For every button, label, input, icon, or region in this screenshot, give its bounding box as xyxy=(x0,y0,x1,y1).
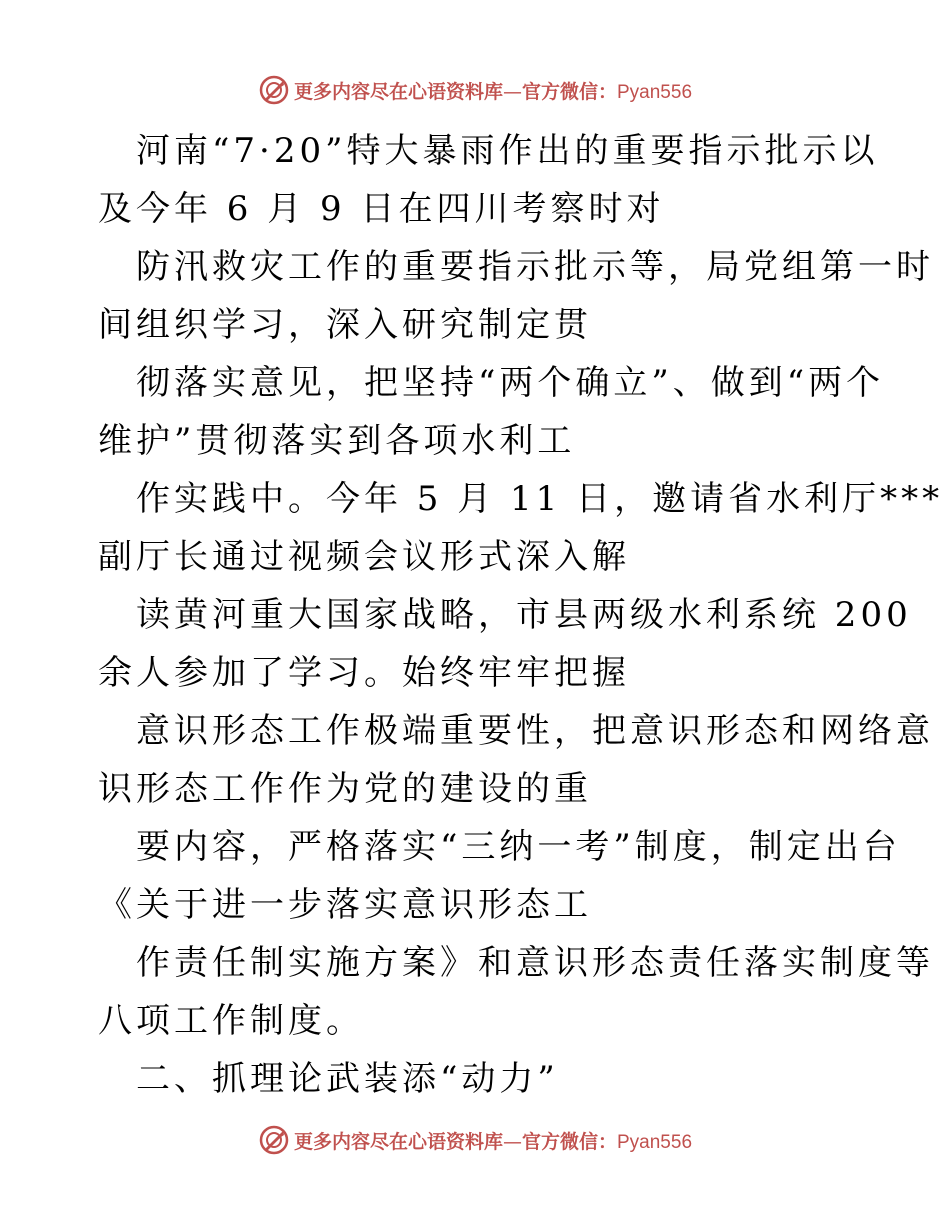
header-watermark xyxy=(0,70,950,110)
body-line: 读黄河重大国家战略，市县两级水利系统 200 xyxy=(136,595,912,635)
logo-icon xyxy=(258,74,290,106)
body-line: 河南“7·20”特大暴雨作出的重要指示批示以 xyxy=(136,131,879,171)
watermark-wechat-id: Pyan556 xyxy=(617,81,693,103)
body-line: 维护”贯彻落实到各项水利工 xyxy=(98,421,576,461)
body-line: 彻落实意见，把坚持“两个确立”、做到“两个 xyxy=(136,363,885,403)
body-line: 《关于进一步落实意识形态工 xyxy=(98,885,592,925)
body-line: 要内容，严格落实“三纳一考”制度，制定出台 xyxy=(136,827,901,867)
body-line: 防汛救灾工作的重要指示批示等，局党组第一时 xyxy=(136,247,934,287)
body-line: 识形态工作作为党的建设的重 xyxy=(98,769,592,809)
watermark-text xyxy=(294,77,692,104)
watermark-text xyxy=(294,1127,692,1154)
body-line: 及今年 6 月 9 日在四川考察时对 xyxy=(98,189,665,229)
watermark-wechat-label: 官方微信： xyxy=(521,1130,617,1153)
body-line: 副厅长通过视频会议形式深入解 xyxy=(98,537,630,577)
body-line: 八项工作制度。 xyxy=(98,1001,364,1041)
footer-watermark xyxy=(0,1120,950,1160)
watermark-wechat-id: Pyan556 xyxy=(617,1131,693,1153)
watermark-separator: — xyxy=(502,1130,522,1153)
logo-icon xyxy=(258,1124,290,1156)
watermark-separator: — xyxy=(502,80,522,103)
watermark-wechat-label: 官方微信： xyxy=(521,80,617,103)
body-line: 余人参加了学习。始终牢牢把握 xyxy=(98,653,630,693)
body-line: 意识形态工作极端重要性，把意识形态和网络意 xyxy=(136,711,934,751)
watermark-site: 更多内容尽在心语资料库 xyxy=(293,80,503,103)
body-line: 间组织学习，深入研究制定贯 xyxy=(98,305,592,345)
body-line: 作实践中。今年 5 月 11 日，邀请省水利厅*** xyxy=(136,479,944,519)
body-line: 作责任制实施方案》和意识形态责任落实制度等 xyxy=(136,943,934,983)
section-heading: 二、抓理论武装添“动力” xyxy=(136,1059,559,1099)
watermark-site: 更多内容尽在心语资料库 xyxy=(293,1130,503,1153)
document-body xyxy=(98,122,944,1108)
